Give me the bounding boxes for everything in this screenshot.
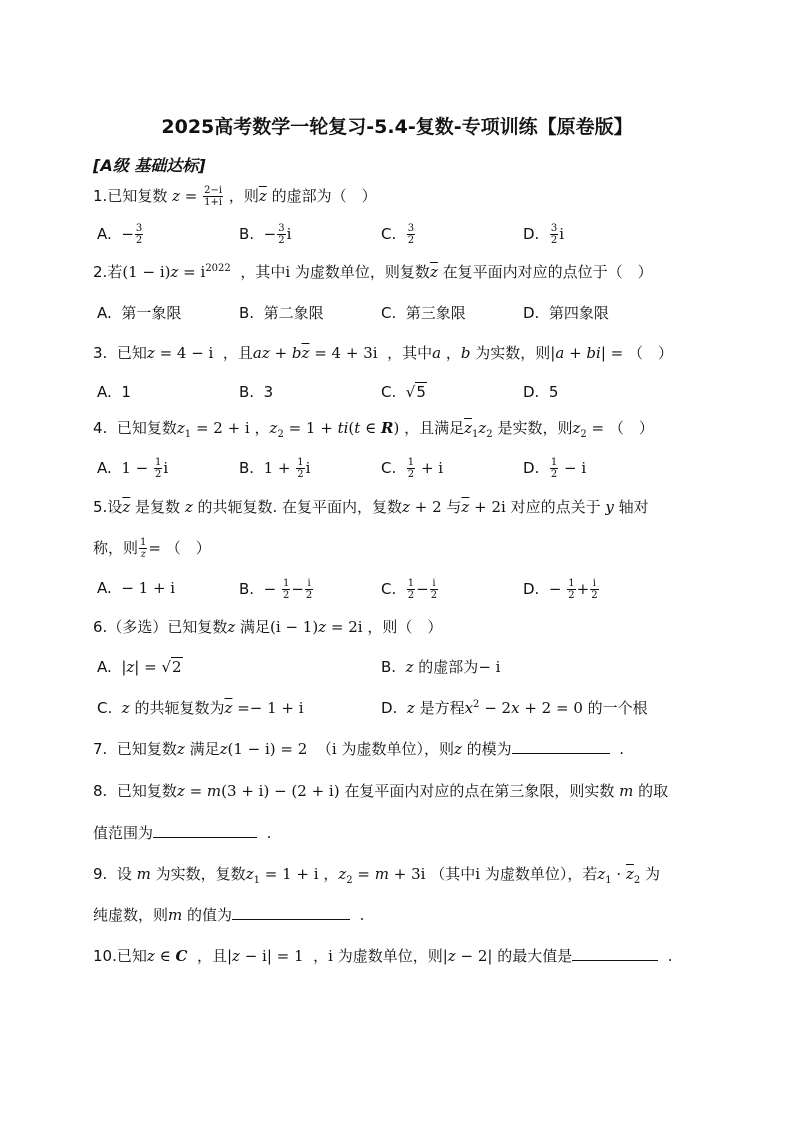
answer-blank[interactable]: [232, 905, 350, 920]
question-8-cont: 值范围为 .: [93, 824, 272, 842]
option-d: D. $\frac{1}{2}$ − i: [523, 457, 587, 480]
question-10: 10.已知z ∈ C ，且|z − i| = 1 ，i 为虚数单位，则|z − 2| 的最大值是 .: [93, 947, 673, 965]
option-c: C. √5: [381, 383, 426, 401]
option-d: D. − $\frac{1}{2}$ + $\frac{i}{2}$: [523, 578, 598, 601]
question-6: 6.（多选）已知复数z 满足(i − 1)z = 2i ，则（ ）: [93, 618, 443, 636]
option-a: A. − $\frac{3}{2}$: [97, 223, 143, 246]
question-number: 9.: [93, 865, 108, 883]
question-number: 8.: [93, 782, 108, 800]
page-title: 2025高考数学一轮复习-5.4-复数-专项训练【原卷版】: [161, 116, 633, 138]
option-d: D. z 是方程$x^2 - 2x + 2 = 0$ 的一个根: [381, 699, 648, 717]
option-d: D. $\frac{3}{2}$ i: [523, 223, 565, 246]
question-9: 9. 设 m 为实数，复数$z_1 = 1 + i$ ，$z_2 = m + 3i$ （其中i 为虚数单位），若$z_1 \cdot \overline{z}_2$ 为: [93, 865, 661, 886]
question-number: 1.: [93, 187, 108, 205]
option-c: C. 第三象限: [381, 304, 466, 322]
question-number: 4.: [93, 419, 108, 437]
option-b: B. − $\frac{3}{2}$ i: [239, 223, 292, 246]
question-number: 3.: [93, 344, 108, 362]
option-b: B. 第二象限: [239, 304, 324, 322]
option-a: A. 第一象限: [97, 304, 182, 322]
question-7: 7. 已知复数z 满足z(1 − i) = 2 （i 为虚数单位），则z 的模为 .: [93, 740, 624, 758]
option-c: C. $\frac{1}{2}$ + i: [381, 457, 444, 480]
option-label: D.: [523, 225, 540, 243]
option-b: B. 1 + $\frac{1}{2}$ i: [239, 457, 311, 480]
option-b: B. − $\frac{1}{2}$ − $\frac{i}{2}$: [239, 578, 313, 601]
question-number: 7.: [93, 740, 108, 758]
q-text: ，则: [228, 187, 259, 205]
option-a: A. 1: [97, 383, 131, 401]
answer-blank[interactable]: [153, 823, 257, 838]
question-1: 1.已知复数 z = $\frac{2-i}{1+i}$ ，则$\overline{z}$ 的虚部为（ ）: [93, 185, 377, 208]
question-number: 5.: [93, 498, 108, 516]
option-c: C. $\frac{1}{2}$ − $\frac{i}{2}$: [381, 578, 438, 601]
question-number: 2.: [93, 263, 108, 281]
question-5-cont: 称，则 $\frac{1}{z}$ = （ ）: [93, 537, 211, 560]
option-a: A. 1 − $\frac{1}{2}$ i: [97, 457, 169, 480]
option-c: C. $\frac{3}{2}$: [381, 223, 415, 246]
question-5: 5.设$\overline{z}$ 是复数 z 的共轭复数. 在复平面内，复数z + 2 与$\overline{z} + 2i$ 对应的点关于 y 轴对: [93, 498, 649, 516]
option-b: B. z 的虚部为− i: [381, 658, 501, 676]
q-text: 的虚部为（ ）: [271, 187, 377, 205]
answer-blank[interactable]: [572, 946, 658, 961]
option-label: A.: [97, 225, 112, 243]
fraction: $\frac{2-i}{1+i}$: [204, 185, 223, 208]
question-8: 8. 已知复数z = m(3 + i) − (2 + i) 在复平面内对应的点在第三象限，则实数 m 的取: [93, 782, 669, 800]
option-a: A. |z| = √2: [97, 658, 182, 676]
question-number: 6.: [93, 618, 108, 636]
option-d: D. 5: [523, 383, 559, 401]
option-b: B. 3: [239, 383, 274, 401]
option-c: C. z 的共轭复数为$\overline{z} =- 1 + i$: [97, 699, 304, 717]
option-label: B.: [239, 225, 255, 243]
section-heading: [A级 基础达标]: [93, 156, 206, 175]
question-9-cont: 纯虚数，则m 的值为 .: [93, 906, 365, 924]
answer-blank[interactable]: [512, 739, 610, 754]
option-label: C.: [381, 225, 397, 243]
question-3: 3. 已知z = 4 − i ，且az + $b\overline{z} = 4 + 3i$ ，其中a ，b 为实数，则|a + bi| = （ ）: [93, 344, 674, 362]
question-number: 10.: [93, 947, 117, 965]
q-text: 已知复数: [107, 187, 168, 205]
question-4: 4. 已知复数$z_1 = 2 + i$ ，$z_2 = 1 + ti(t$ ∈ R) ，且满足$\overline{z}_1z_2$ 是实数，则$z_2$ = （ ）: [93, 419, 654, 440]
option-a: A. − 1 + i: [97, 579, 176, 597]
question-2: 2.若$(1 - i)z = i^{2022}$ ，其中i 为虚数单位，则复数$\overline{z}$ 在复平面内对应的点位于（ ）: [93, 263, 653, 281]
option-d: D. 第四象限: [523, 304, 609, 322]
